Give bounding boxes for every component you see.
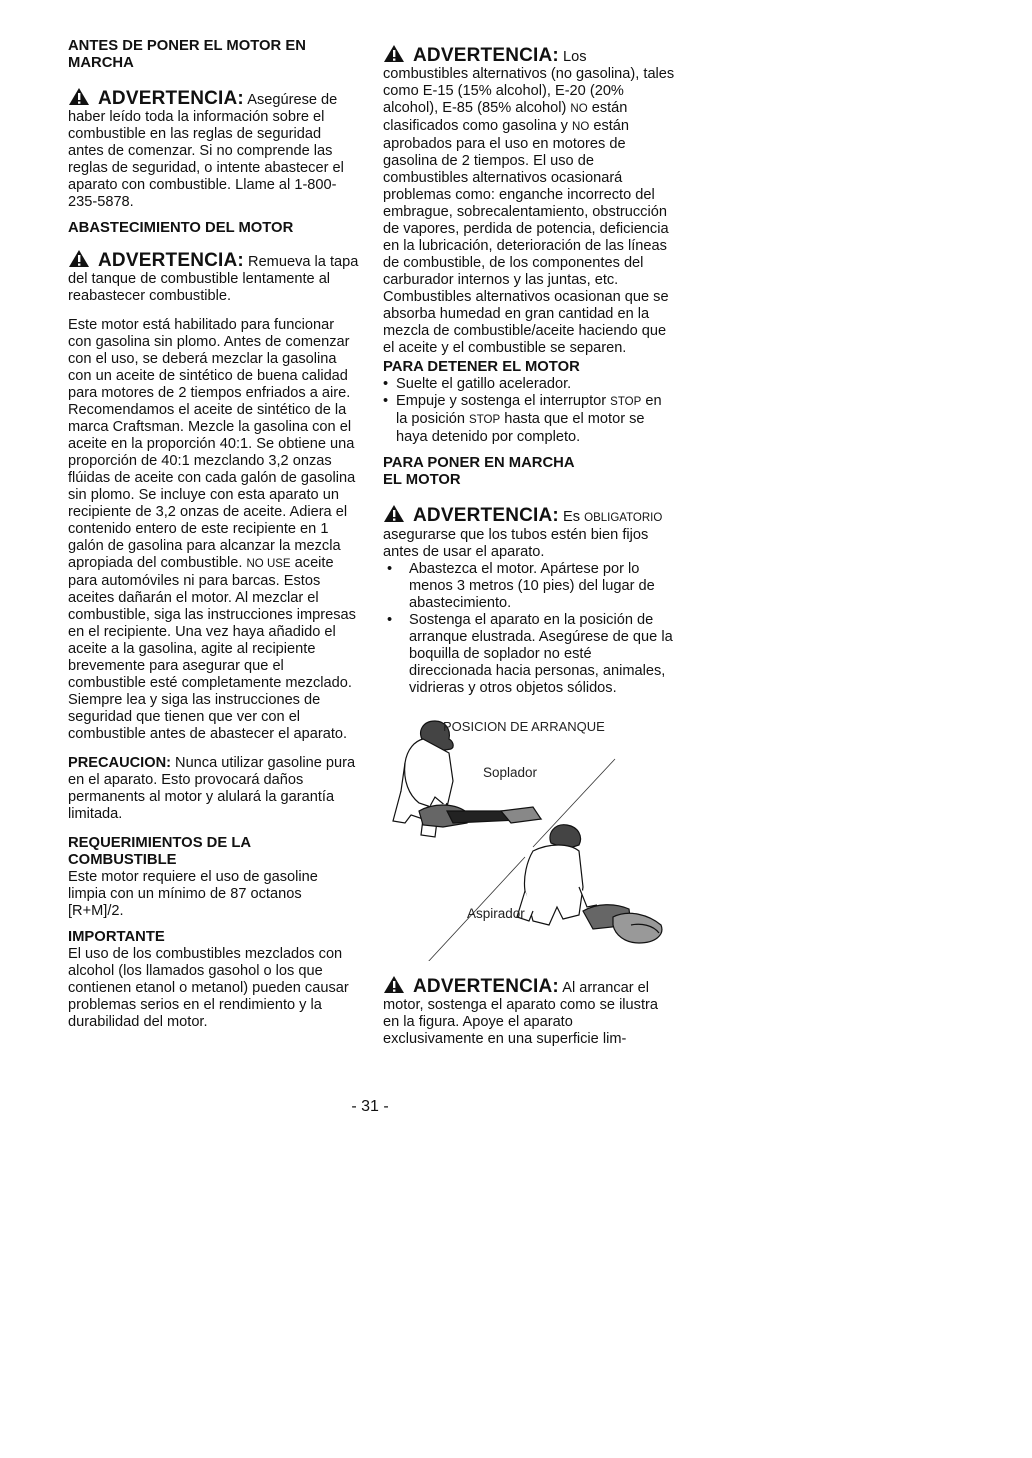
stop-bullet-2-text	[396, 393, 675, 446]
importante-paragraph: El uso de los combustibles mezclados con alcohol (los llamados gasohol o los que contienen etanol o metanol) pueden causar problemas serios en el rendimiento y la durabilidad del motor.	[68, 946, 349, 1030]
warning-1-head: ADVERTENCIA:	[98, 88, 244, 109]
stop-b2-b: en la posición	[396, 393, 662, 427]
obligatorio-smallcaps: OBLIGATORIO	[584, 512, 663, 524]
stop-bullet-1-text: Suelte el gatillo acelerador.	[396, 376, 572, 392]
warning-3-head: ADVERTENCIA:	[413, 45, 559, 66]
warning-2-head: ADVERTENCIA:	[98, 250, 244, 271]
stop-smallcaps-2: STOP	[469, 414, 501, 426]
bullet-dot: •	[383, 376, 389, 392]
bullet-dot: •	[383, 393, 389, 409]
starting-position-figure	[383, 711, 675, 961]
precaucion-paragraph	[68, 755, 360, 823]
starting-position-illustration	[383, 711, 675, 961]
warning-4	[383, 502, 675, 561]
warning-triangle-icon	[68, 87, 90, 106]
fuel-mix-paragraph	[68, 317, 360, 743]
figure-title: POSICION DE ARRANQUE	[443, 719, 605, 734]
warning-5	[383, 973, 675, 1048]
bullet-dot: •	[387, 561, 393, 577]
warning-2-text: Remueva la tapa del tanque de combustible lentamente al reabastecer combustible.	[68, 254, 359, 304]
figure-label-soplador: Soplador	[483, 765, 538, 780]
precaucion-head: PRECAUCION:	[68, 755, 171, 771]
warning-triangle-icon	[383, 975, 405, 994]
heading-para-detener: PARA DETENER EL MOTOR	[383, 359, 580, 375]
page-number: - 31 -	[351, 1098, 389, 1115]
no-smallcaps-1: NO	[570, 103, 588, 115]
stop-bullet-2	[383, 393, 675, 446]
heading-para-poner-2: EL MOTOR	[383, 472, 461, 488]
stop-b2-a: Empuje y sostenga el interruptor	[396, 393, 607, 409]
warning-1-text: Asegúrese de haber leído toda la información sobre el combustible en las reglas de seguridad antes de comenzar. Si no comprende las reglas de seguridad, o intente abastecer el aparato con combustible. Llame al 1-800-235-5878.	[68, 92, 344, 210]
octane-paragraph: Este motor requiere el uso de gasoline limpia con un mínimo de 87 octanos [R+M]/2.	[68, 869, 318, 919]
stop-bullet-1	[383, 376, 675, 393]
warning-triangle-icon	[68, 249, 90, 268]
warning-5-head: ADVERTENCIA:	[413, 976, 559, 997]
warning-1	[68, 85, 360, 211]
heading-importante: IMPORTANTE	[68, 929, 165, 945]
warning-4-text: asegurarse que los tubos estén bien fijos antes de usar el aparato.	[383, 527, 649, 560]
warning-3-text-2: están clasificados como gasolina y	[383, 100, 628, 134]
start-bullet-2-text: Sostenga el aparato en la posición de arranque elustrada. Asegúrese de que la boquilla de soplador no esté direccionada hacia personas, animales, vidrieras y otros objetos sólidos.	[409, 612, 673, 696]
stop-smallcaps-1: STOP	[610, 396, 642, 408]
warning-4-head: ADVERTENCIA:	[413, 505, 559, 526]
figure-label-aspirador: Aspirador	[467, 906, 525, 921]
warning-3	[383, 42, 675, 357]
left-column	[68, 38, 360, 1031]
start-bullet-2	[383, 612, 675, 697]
warning-3-text-3: están aprobados para el uso en motores de gasolina de 2 tiempos. El uso de combustibles alternativos ocasionará problemas como: enganche incorrecto del embrague, sobrecalentamiento, obstrucción de vapores, perdida de potencia, deficiencia en la lubricación, deterioración de las líneas de combustible, de los componentes del carburador internos y las juntas, etc. Combustibles alternativos ocasionan que se absorba humedad en gran cantidad en la mezcla de combustible/aceite haciendo que el aceite y el combustible se separen.	[383, 118, 669, 356]
person-vacuum-illustration	[517, 825, 662, 943]
start-bullet-1	[383, 561, 675, 612]
start-bullet-1-text: Abastezca el motor. Apártese por lo menos 3 metros (10 pies) del lugar de abastecimiento.	[409, 561, 655, 611]
warning-triangle-icon	[383, 44, 405, 63]
no-use-smallcaps: NO USE	[246, 558, 291, 570]
warning-2	[68, 247, 360, 305]
stop-b2-c: hasta que el motor se haya detenido por completo.	[396, 411, 645, 445]
bullet-dot: •	[387, 612, 393, 628]
warning-triangle-icon	[383, 504, 405, 523]
heading-requerimientos: REQUERIMIENTOS DE LA COMBUSTIBLE	[68, 835, 251, 868]
heading-abastecimiento: ABASTECIMIENTO DEL MOTOR	[68, 220, 294, 236]
warning-5-text: Al arrancar el motor, sostenga el aparato como se ilustra en la figura. Apoye el aparato exclusivamente en una superficie lim-	[383, 980, 658, 1047]
warning-3-text: Los combustibles alternativos (no gasolina), tales como E-15 (15% alcohol), E-20 (20% alcohol), E-85 (85% alcohol)	[383, 49, 675, 116]
fuel-mix-text-a: Este motor está habilitado para funcionar con gasolina sin plomo. Antes de comenzar con el uso, se deberá mezclar la gasolina con un aceite de sintético de buena calidad para motores de 2 tiempos enfriados a aire. Recomendamos el aceite de sintético de la marca Craftsman. Mezcle la gasolina con el aceite en la proporción 40:1. Se obtiene una proporción de 40:1 mezclando 3,2 onzas flúidas de aceite con cada galón de gasolina sin plomo. Se incluye con esta aparato un recipiente de 3,2 onzas de aceite. Adiera el contenido entero de este recipiente en 1 galón de gasolina para alcanzar la mezcla apropiada del combustible.	[68, 317, 356, 571]
fuel-mix-text-b: aceite para automóviles ni para barcas. Estos aceites dañarán el motor. Al mezclar el combustible, siga las instrucciones impresas en el recipiente. Una vez haya añadido el aceite a la gasolina, agite al recipiente brevemente para asegurar que el combustible esté completamente mezclado. Siempre lea y siga las instrucciones de seguridad que tienen que ver con el combustible antes de abastecer el aparato.	[68, 555, 356, 742]
no-smallcaps-2: NO	[572, 121, 590, 133]
right-column	[383, 38, 675, 1048]
heading-antes-de-poner: ANTES DE PONER EL MOTOR EN MARCHA	[68, 38, 306, 71]
warning-4-es: Es	[563, 509, 581, 525]
precaucion-text: Nunca utilizar gasoline pura en el aparato. Esto provocará daños permanents al motor y alulará la garantía limitada.	[68, 755, 356, 822]
heading-para-poner-1: PARA PONER EN MARCHA	[383, 455, 575, 471]
